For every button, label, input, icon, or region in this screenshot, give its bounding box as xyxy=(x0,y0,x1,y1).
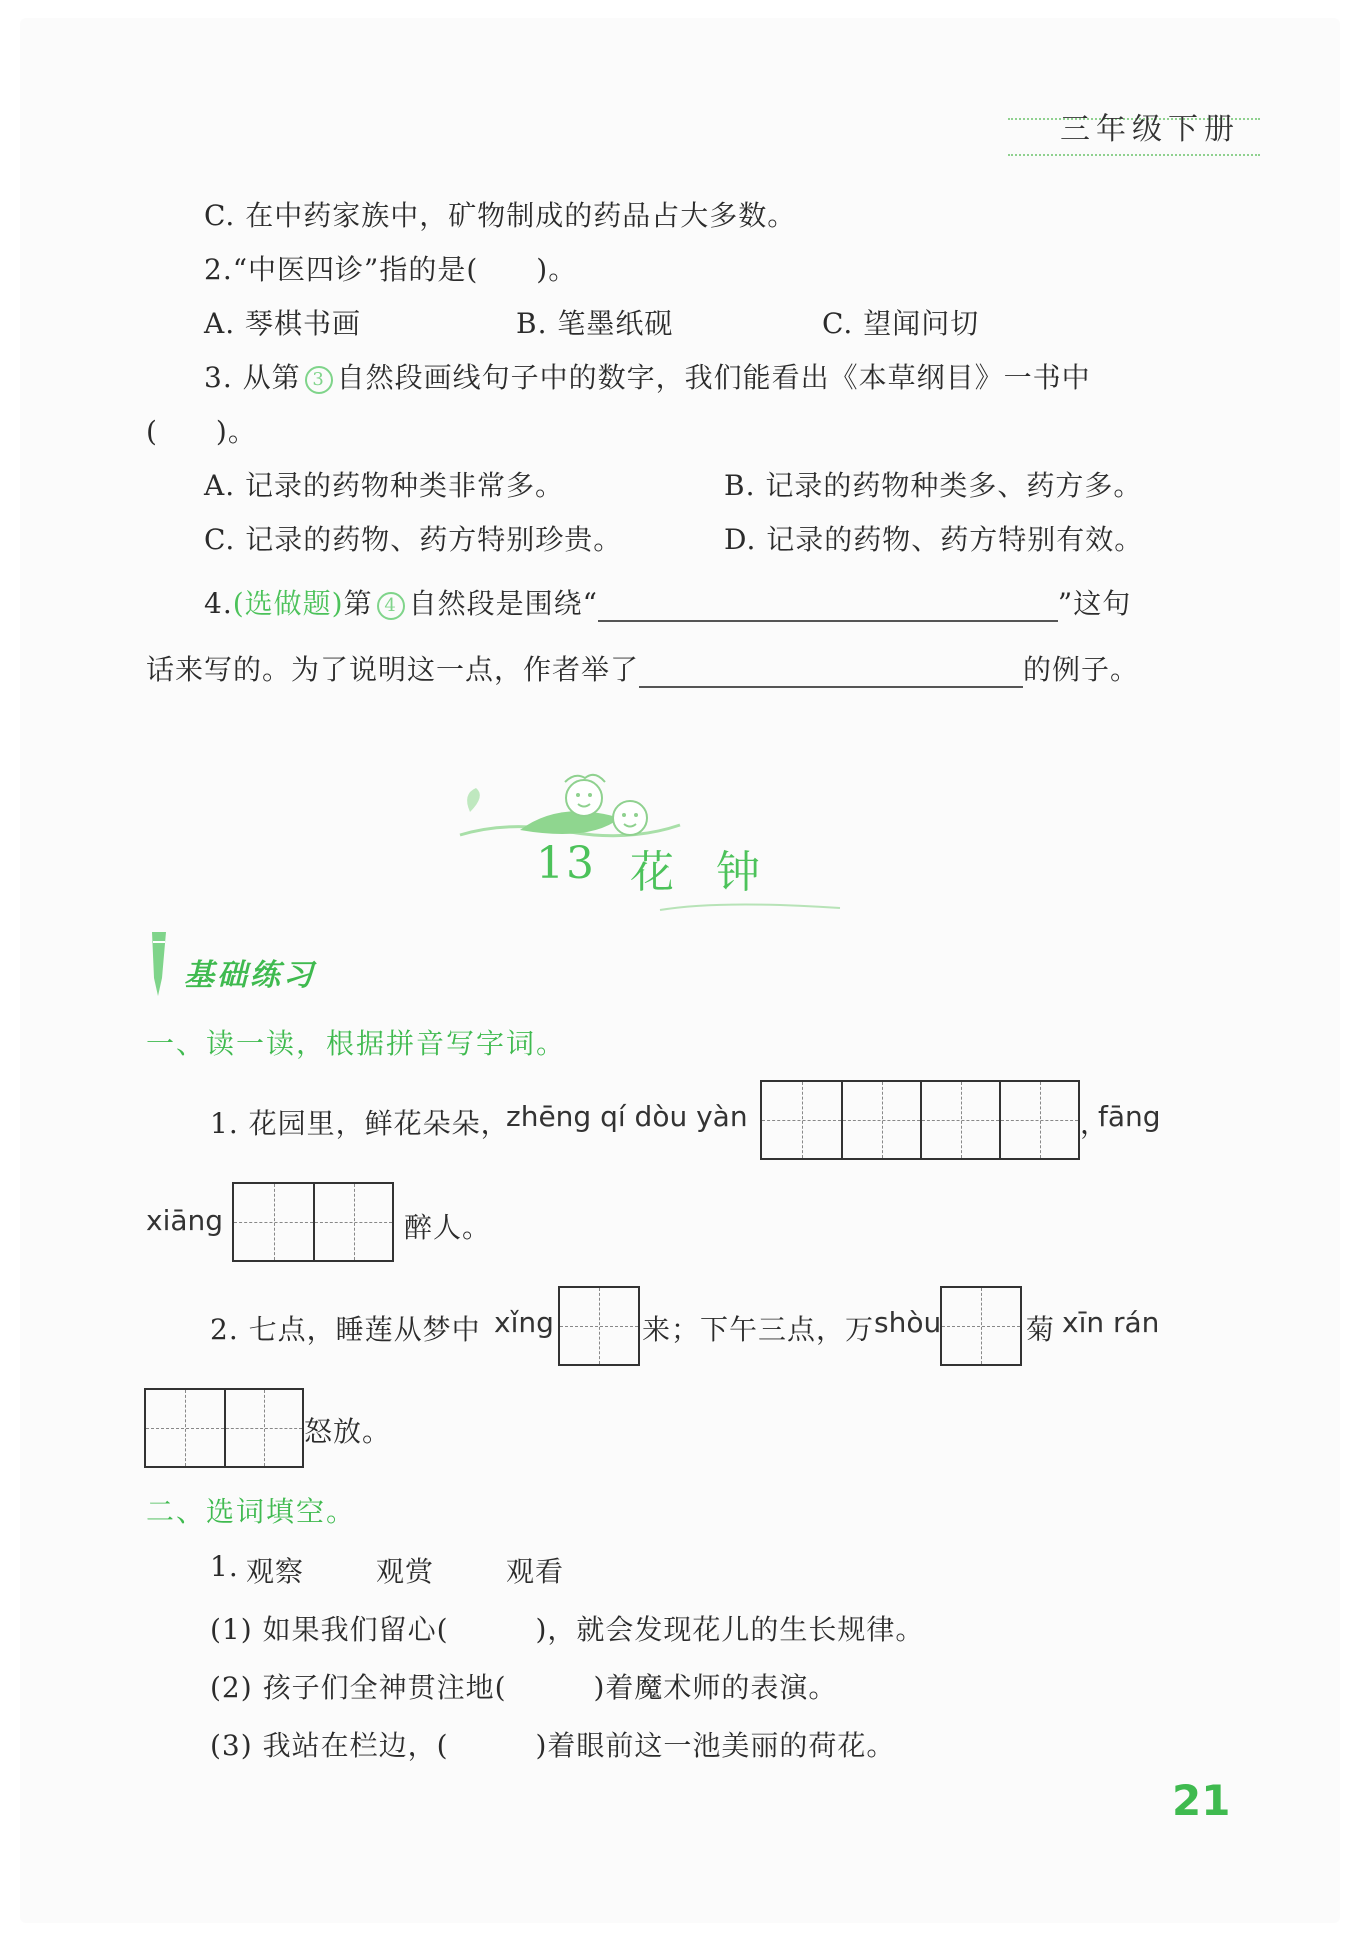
q3-option-d: D. 记录的药物、药方特别有效。 xyxy=(724,523,1144,556)
ex1-s1-end: 醉人。 xyxy=(404,1211,492,1244)
word-option-3: 观看 xyxy=(506,1555,565,1588)
exercise-2-heading: 二、选词填空。 xyxy=(146,1495,357,1528)
q3-option-b: B. 记录的药物种类多、药方多。 xyxy=(724,469,1143,502)
fill-item-2: (2) 孩子们全神贯注地( )着魔术师的表演。 xyxy=(210,1671,838,1704)
paragraph-4-circle: 4 xyxy=(377,592,405,620)
ex1-s1-text: 1. 花园里，鲜花朵朵， xyxy=(210,1107,510,1140)
q3-text-start: 3. 从第 xyxy=(204,361,301,394)
ex1-s1-pinyin-1: zhēng qí dòu yàn xyxy=(506,1100,748,1133)
ex1-s2-pinyin-3: xīn rán xyxy=(1062,1306,1160,1339)
lesson-title: 花钟 xyxy=(630,847,802,898)
q4-number: 4. xyxy=(204,587,233,620)
ex1-s1-pinyin-2b: xiāng xyxy=(146,1204,224,1237)
fill-item-1: (1) 如果我们留心( )，就会发现花儿的生长规律。 xyxy=(210,1613,925,1646)
word-option-1: 观察 xyxy=(246,1555,305,1588)
word-option-2: 观赏 xyxy=(376,1555,435,1588)
ex1-s2-text-3: 菊 xyxy=(1026,1313,1056,1346)
lesson-number: 13 xyxy=(536,838,596,889)
exercise-1-heading: 一、读一读，根据拼音写字词。 xyxy=(146,1027,567,1060)
section-basic-practice: 基础练习 xyxy=(184,958,316,993)
q4-answer-blank-1[interactable] xyxy=(598,594,1058,622)
ex1-s2-text-1: 2. 七点，睡莲从梦中 xyxy=(210,1313,481,1346)
option-c-line: C. 在中药家族中，矿物制成的药品占大多数。 xyxy=(204,199,797,232)
ex1-grid-2[interactable] xyxy=(232,1182,394,1262)
q4-text-5: 的例子。 xyxy=(1023,653,1140,686)
q4-text-2: 自然段是围绕“ xyxy=(408,587,598,620)
q3-option-c: C. 记录的药物、药方特别珍贵。 xyxy=(204,523,623,556)
q4-text-4: 话来写的。为了说明这一点，作者举了 xyxy=(146,653,640,686)
ex1-s1-comma: ， xyxy=(1080,1107,1110,1140)
q2-option-b: B. 笔墨纸砚 xyxy=(516,307,674,340)
pencil-icon xyxy=(144,928,172,1000)
ex1-s2-pinyin-2: shòu xyxy=(874,1306,942,1339)
grade-label: 三年级下册 xyxy=(1060,112,1240,147)
ex1-grid-5[interactable] xyxy=(144,1388,304,1468)
q3-option-a: A. 记录的药物种类非常多。 xyxy=(204,469,565,502)
fill-item-3: (3) 我站在栏边，( )着眼前这一池美丽的荷花。 xyxy=(210,1729,896,1762)
ex1-s2-text-2: 来；下午三点，万 xyxy=(642,1313,875,1346)
q2-option-a: A. 琴棋书画 xyxy=(204,307,362,340)
q4-answer-blank-2[interactable] xyxy=(639,660,1023,688)
q4-text-3: ”这句 xyxy=(1057,587,1132,620)
paragraph-3-circle: 3 xyxy=(305,366,333,394)
q2-option-c: C. 望闻问切 xyxy=(822,307,980,340)
ex1-s1-pinyin-2a: fāng xyxy=(1098,1100,1161,1133)
ex1-grid-1[interactable] xyxy=(760,1080,1080,1160)
ex1-s2-end: 怒放。 xyxy=(304,1415,392,1448)
q3-answer-paren: ( )。 xyxy=(146,415,257,448)
ex1-grid-3[interactable] xyxy=(558,1286,640,1366)
question-4 xyxy=(204,582,1131,622)
page-number: 21 xyxy=(1172,1776,1231,1825)
question-3 xyxy=(204,356,1091,396)
ex1-grid-4[interactable] xyxy=(940,1286,1022,1366)
question-4-line-2 xyxy=(146,648,1139,688)
q4-text-1: 第 xyxy=(343,587,373,620)
question-2: 2.“中医四诊”指的是( )。 xyxy=(204,253,578,286)
optional-tag: (选做题) xyxy=(232,587,344,620)
word-bank-number: 1. xyxy=(210,1550,239,1583)
q3-text-end: 自然段画线句子中的数字，我们能看出《本草纲目》一书中 xyxy=(336,361,1091,394)
ex1-s2-pinyin-1: xǐng xyxy=(494,1306,554,1339)
